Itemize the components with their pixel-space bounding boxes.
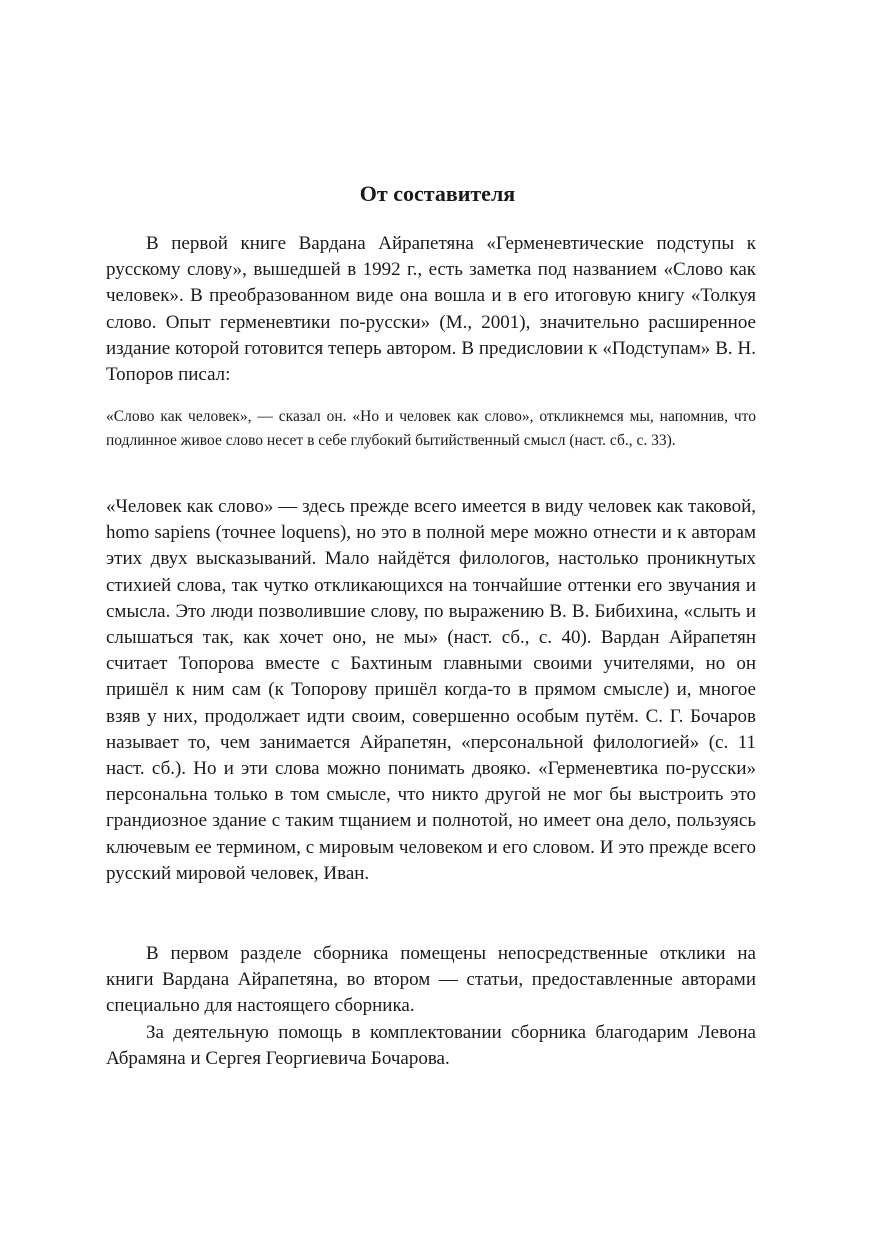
acknowledgements-paragraph: За деятельную помощь в комплектовании сборника благодарим Левона Абрамяна и Сергея Георгиевича Бочарова. bbox=[106, 1022, 756, 1070]
sections-paragraph: В первом разделе сборника помещены непосредственные отклики на книги Вардана Айрапетяна, во втором — статьи, предоставленные авторами специально для настоящего сборника. bbox=[106, 943, 756, 1017]
page-title: От составителя bbox=[359, 181, 516, 206]
main-paragraph: «Человек как слово» — здесь прежде всего имеется в виду человек как таковой, homo sapiens (точнее loquens), но это в полной мере можно отнести и к авторам этих двух высказываний. Мало найдётся филологов, настолько проникнутых стихией слова, так чутко откликающихся на тончайшие оттенки его звучания и смысла. Это люди позволившие слову, по выражению В. В. Бибихина, «слыть и слышаться так, как хочет оно, не мы» (наст. сб., с. 40). Вардан Айрапетян считает Топорова вместе с Бахтиным главными своими учителями, но он пришёл к ним сам (к Топорову пришёл когда-то в прямом смысле) и, многое взяв у них, продолжает идти своим, совершенно особым путём. С. Г. Бочаров называет то, чем занимается Айрапетян, «персональной филологией» (с. 11 наст. сб.). Но и эти слова можно понимать двояко. «Герменевтика по-русски» персональна только в том смысле, что никто другой не мог бы выстроить это грандиозное здание с таким тщанием и полнотой, но имеет она дело, пользуясь ключевым ее термином, с мировым человеком и его словом. И это прежде всего русский мировой человек, Иван. bbox=[106, 496, 756, 884]
block-quote: «Слово как человек», — сказал он. «Но и человек как слово», откликнемся мы, напомнив, что подлинное живое слово несет в себе глубокий бытийственный смысл (наст. сб., с. 33). bbox=[106, 408, 756, 449]
intro-paragraph: В первой книге Вардана Айрапетяна «Герменевтические подступы к русскому слову», вышедшей в 1992 г., есть заметка под названием «Слово как человек». В преобразованном виде она вошла и в его итоговую книгу «Толкуя слово. Опыт герменевтики по-русски» (М., 2001), значительно расширенное издание которой готовится теперь автором. В предисловии к «Подступам» В. Н. Топоров писал: bbox=[106, 233, 756, 386]
